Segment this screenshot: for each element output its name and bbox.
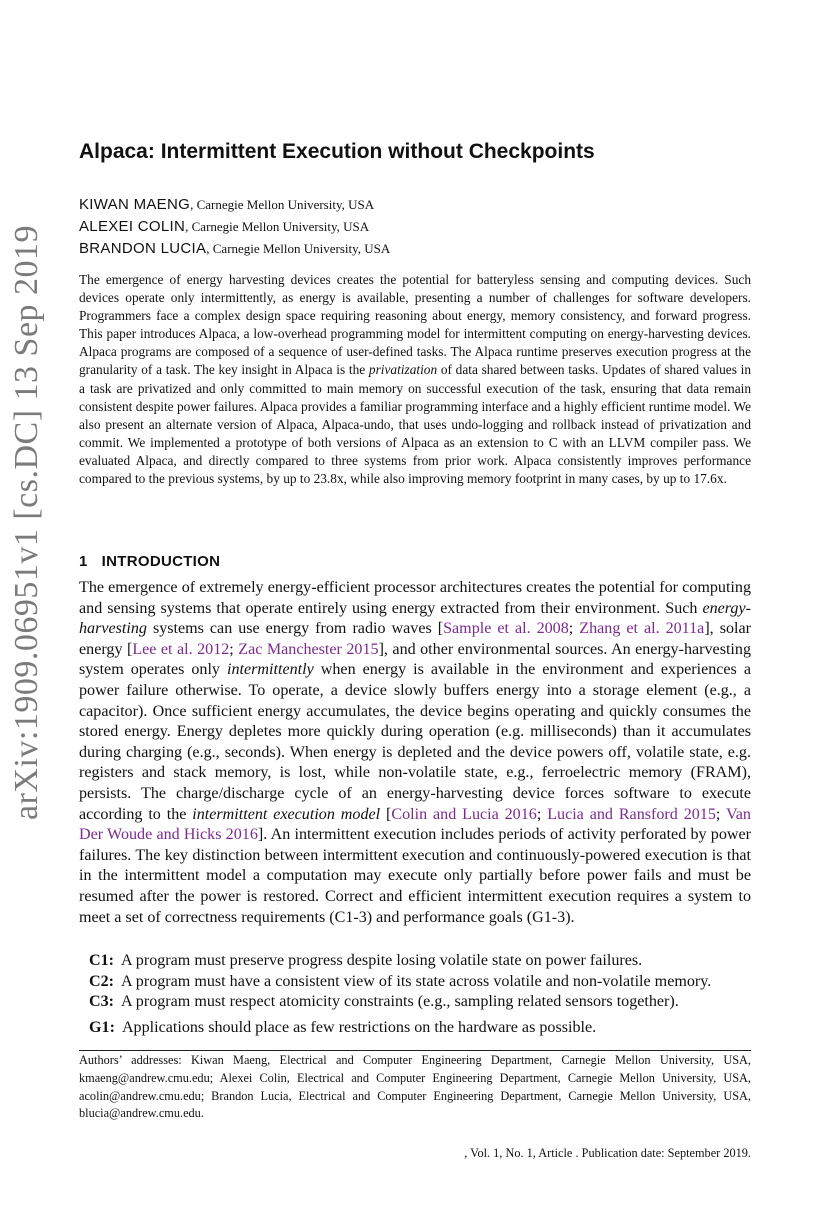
author-affiliation: Carnegie Mellon University, USA <box>191 219 370 234</box>
requirement-item <box>89 973 711 991</box>
requirement-text: A program must preserve progress despite losing volatile state on power failures. <box>121 952 643 969</box>
goal-label: G1: <box>89 1019 115 1036</box>
citation-link[interactable]: Zac Manchester 2015 <box>238 640 379 658</box>
author-name: KIWAN MAENG <box>79 196 191 213</box>
citation-link[interactable]: Lucia and Ransford 2015 <box>547 805 716 823</box>
author-line: ALEXEI COLIN, Carnegie Mellon University, USA <box>79 218 370 235</box>
author-affiliation: Carnegie Mellon University, USA <box>212 241 391 256</box>
section-title: INTRODUCTION <box>101 553 221 570</box>
abstract: The emergence of energy harvesting devices creates the potential for batteryless sensing and computing devices. Such devices operate only intermittently, as energy is available, presenting a number of challenges for software developers. Programmers face a complex design space requiring reasoning about energy, memory consistency, and forward progress. This paper introduces Alpaca, a low-overhead programming model for intermittent computing on energy-harvesting devices. Alpaca programs are composed of a sequence of user-defined tasks. The Alpaca runtime preserves execution progress at the granularity of a task. The key insight in Alpaca is the privatization of data shared between tasks. Updates of shared values in a task are privatized and only committed to main memory on successful execution of the task, ensuring that data remain consistent despite power failures. Alpaca provides a familiar programming interface and a highly efficient runtime model. We also present an alternate version of Alpaca, Alpaca-undo, that uses undo-logging and rollback instead of privatization and commit. We implemented a prototype of both versions of Alpaca as an extension to C with an LLVM compiler pass. We evaluated Alpaca, and directly compared to three systems from prior work. Alpaca consistently improves performance compared to the previous systems, by up to 23.8x, while also improving memory footprint in many cases, by up to 17.6x. <box>79 272 751 487</box>
author-name: BRANDON LUCIA <box>79 240 207 257</box>
requirement-text: A program must have a consistent view of its state across volatile and non-volatile memory. <box>121 973 712 990</box>
requirement-label: C2: <box>89 973 115 990</box>
introduction-paragraph: The emergence of extremely energy-efficient processor architectures creates the potential for computing and sensing systems that operate entirely using energy extracted from their environment. Such energy-harvesting systems can use energy from radio waves [Sample et al. 2008; Zhang et al. 2011a], solar energy [Lee et al. 2012; Zac Manchester 2015], and other environmental sources. An energy-harvesting system operates only intermittently when energy is available in the environment and experiences a power failure otherwise. To operate, a device slowly buffers energy into a storage element (e.g., a capacitor). Once sufficient energy accumulates, the device begins operating and quickly consumes the stored energy. Energy depletes more quickly during operation (e.g. milliseconds) than it accumulates during charging (e.g., seconds). When energy is depleted and the device powers off, volatile state, e.g. registers and stack memory, is lost, while non-volatile state, e.g., ferroelectric memory (FRAM), persists. The charge/discharge cycle of an energy-harvesting device forces software to execute according to the intermittent execution model [Colin and Lucia 2016; Lucia and Ransford 2015; Van Der Woude and Hicks 2016]. An intermittent execution includes periods of activity perforated by power failures. The key distinction between intermittent execution and continuously-powered execution is that in the intermittent model a computation may execute only partially before power fails and must be resumed after the power is restored. Correct and efficient intermittent execution requires a system to meet a set of correctness requirements (C1-3) and performance goals (G1-3). <box>79 579 752 926</box>
section-number: 1 <box>79 553 88 570</box>
requirement-item <box>89 993 679 1011</box>
arxiv-identifier-stamp: arXiv:1909.06951v1 [cs.DC] 13 Sep 2019 <box>8 224 45 820</box>
author-affiliation: Carnegie Mellon University, USA <box>196 197 375 212</box>
author-line: KIWAN MAENG, Carnegie Mellon University, USA <box>79 196 375 213</box>
emphasis: privatization <box>368 362 438 378</box>
citation-link[interactable]: Zhang et al. 2011a <box>579 620 705 638</box>
goal-text: Applications should place as few restrictions on the hardware as possible. <box>121 1019 597 1036</box>
citation-link[interactable]: Sample et al. 2008 <box>443 620 569 638</box>
requirement-item <box>89 952 642 970</box>
requirement-label: C3: <box>89 993 115 1010</box>
emphasis: energy-harvesting <box>79 599 751 638</box>
emphasis: intermittently <box>227 661 314 679</box>
publication-footer: , Vol. 1, No. 1, Article . Publication date: September 2019. <box>464 1146 751 1160</box>
author-name: ALEXEI COLIN <box>79 218 186 235</box>
requirement-label: C1: <box>89 952 115 969</box>
citation-link[interactable]: Lee et al. 2012 <box>132 640 230 658</box>
author-addresses-footnote: Authors’ addresses: Kiwan Maeng, Electrical and Computer Engineering Department, Carnegie Mellon University, USA, kmaeng@andrew.cmu.edu; Alexei Colin, Electrical and Computer Engineering Department, Carnegie Mellon University, USA, acolin@andrew.cmu.edu; Brandon Lucia, Electrical and Computer Engineering Department, Carnegie Mellon University, USA, blucia@andrew.cmu.edu. <box>79 1053 751 1121</box>
citation-link[interactable]: Van Der Woude and Hicks 2016 <box>79 805 751 844</box>
footnote-divider <box>79 1050 751 1051</box>
author-line: BRANDON LUCIA, Carnegie Mellon University, USA <box>79 240 391 257</box>
emphasis: intermittent execution model <box>192 805 381 823</box>
requirement-text: A program must respect atomicity constraints (e.g., sampling related sensors together). <box>121 993 679 1010</box>
citation-link[interactable]: Colin and Lucia 2016 <box>391 805 537 823</box>
goal-item <box>89 1019 596 1037</box>
paper-title: Alpaca: Intermittent Execution without Checkpoints <box>79 140 595 163</box>
section-heading <box>79 553 220 570</box>
